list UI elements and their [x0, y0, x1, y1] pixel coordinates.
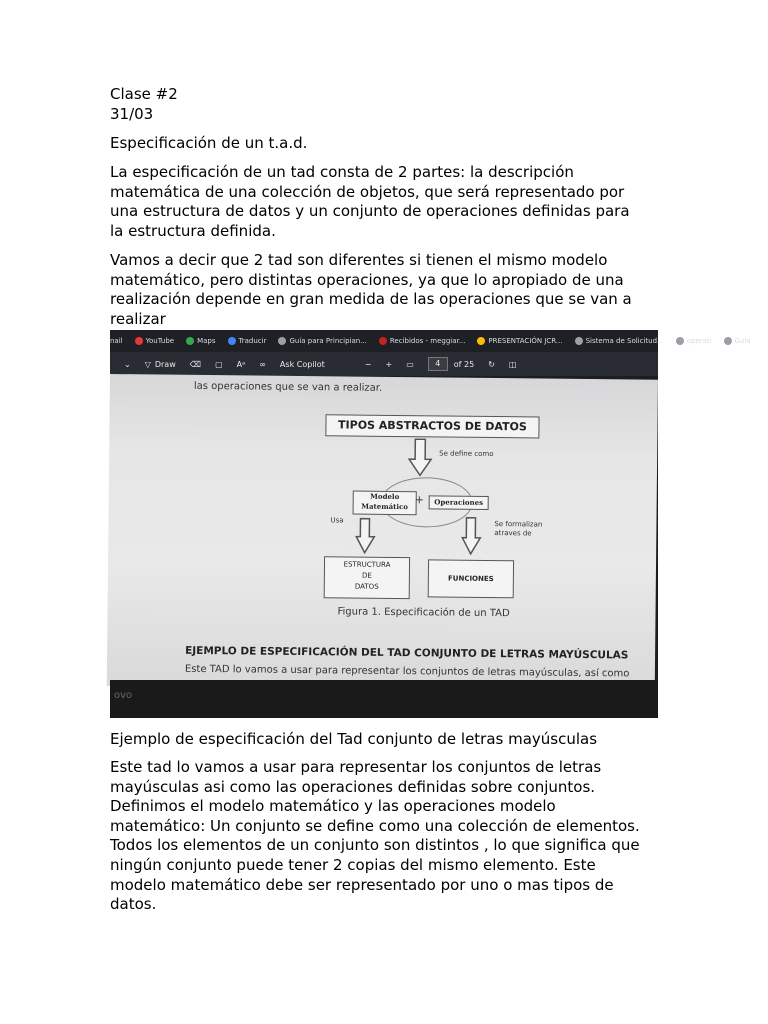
bookmark-mail: nail	[110, 337, 123, 345]
paragraph-2: Vamos a decir que 2 tad son diferentes si tienen el mismo modelo matemático, pero distintas operaciones, ya que lo apropiado de una realización depende en gran medida de las operaciones que se van a realizar	[110, 251, 632, 328]
tad-title-box: TIPOS ABSTRACTOS DE DATOS	[325, 414, 539, 438]
date: 31/03	[110, 104, 154, 123]
page-icon	[278, 337, 286, 345]
se-formalizan-label: Se formalizan atraves de	[494, 520, 543, 538]
read-aloud-icon: Aᵃ	[236, 359, 246, 369]
class-number: Clase #2	[110, 85, 178, 103]
globe-icon	[724, 337, 732, 345]
draw-tool: ▽ Draw	[144, 359, 176, 369]
figure-caption: Figura 1. Especificación de un TAD	[337, 606, 510, 620]
bookmark-youtube: YouTube	[135, 337, 174, 345]
modelo-matematico-box: Modelo Matemático	[353, 491, 417, 516]
laptop-bezel	[110, 680, 658, 718]
translate-icon	[228, 337, 236, 345]
doc-top-line: las operaciones que se van a realizar.	[193, 380, 383, 394]
operaciones-box: Operaciones	[429, 495, 489, 510]
zoom-out-icon: −	[364, 359, 372, 369]
maps-icon	[186, 337, 194, 345]
se-define-como-label: Se define como	[439, 449, 494, 459]
eraser-icon: ⌫	[189, 359, 202, 369]
mail-icon	[379, 337, 387, 345]
paragraph-1: La especificación de un tad consta de 2 partes: la descripción matemática de una colección de objetos, que será representado por una estructura de datos y un conjunto de operaciones definidas para la estructura definida.	[110, 163, 630, 240]
highlight-icon: ⌄	[124, 359, 131, 369]
estructura-de-datos-box: ESTRUCTURA DE DATOS	[324, 556, 410, 599]
example-line: Este TAD lo vamos a usar para representar los conjuntos de letras mayúsculas, así como	[184, 663, 630, 680]
zoom-in-icon: +	[385, 359, 393, 369]
down-arrow-icon	[460, 516, 482, 556]
bookmark-translate: Traducir	[228, 337, 267, 345]
globe-icon	[676, 337, 684, 345]
pdf-toolbar	[110, 352, 658, 376]
bookmark-system: Sistema de Solicitud...	[575, 337, 664, 345]
bookmark-guide: Guía para Principian...	[278, 337, 366, 345]
bookmarks-bar	[110, 330, 751, 352]
bookmark-gula: Gula	[724, 337, 751, 345]
bookmark-maps: Maps	[186, 337, 215, 345]
copilot-icon: ∞	[259, 359, 266, 369]
chrome-icon	[477, 337, 485, 345]
screen-photo	[110, 330, 751, 718]
plus-sign: +	[414, 493, 424, 507]
example-title: EJEMPLO DE ESPECIFICACIÓN DEL TAD CONJUNTO DE LETRAS MAYÚSCULAS	[185, 644, 629, 662]
header	[110, 85, 662, 124]
section-heading: Especificación de un t.a.d.	[110, 134, 308, 152]
bookmark-presentation: PRESENTACIÓN JCR...	[477, 337, 562, 345]
example-heading: Ejemplo de especificación del Tad conjunto de letras mayúsculas	[110, 730, 598, 748]
two-page-icon: ◫	[508, 359, 517, 369]
usa-label: Usa	[330, 516, 344, 525]
paragraph-3: Este tad lo vamos a usar para representar los conjuntos de letras mayúsculas asi como las operaciones definidas sobre conjuntos. Definimos el modelo matemático y las operaciones modelo matemático: Un conjunto se define como una colección de elementos. Todos los elementos de un conjunto son distintos , lo que significa que ningún conjunto puede tener 2 copias del mismo elemento. Este modelo matemático debe ser representado por uno o mas tipos de datos.	[110, 758, 640, 914]
page-indicator: 4 of 25	[428, 357, 474, 371]
youtube-icon	[135, 337, 143, 345]
bookmark-inbox: Recibidos - meggiar...	[379, 337, 466, 345]
down-arrow-icon	[354, 517, 376, 555]
funciones-box: FUNCIONES	[428, 559, 514, 598]
ask-copilot: Ask Copilot	[279, 359, 325, 369]
rotate-icon: ↻	[488, 359, 495, 369]
bookmark-operati: operati	[676, 337, 712, 345]
pdf-page	[107, 374, 658, 692]
text-icon: ▢	[215, 359, 223, 369]
bezel-text: ovo	[114, 690, 133, 701]
globe-icon	[575, 337, 583, 345]
fit-icon: ▭	[406, 359, 414, 369]
down-arrow-icon	[407, 437, 433, 477]
